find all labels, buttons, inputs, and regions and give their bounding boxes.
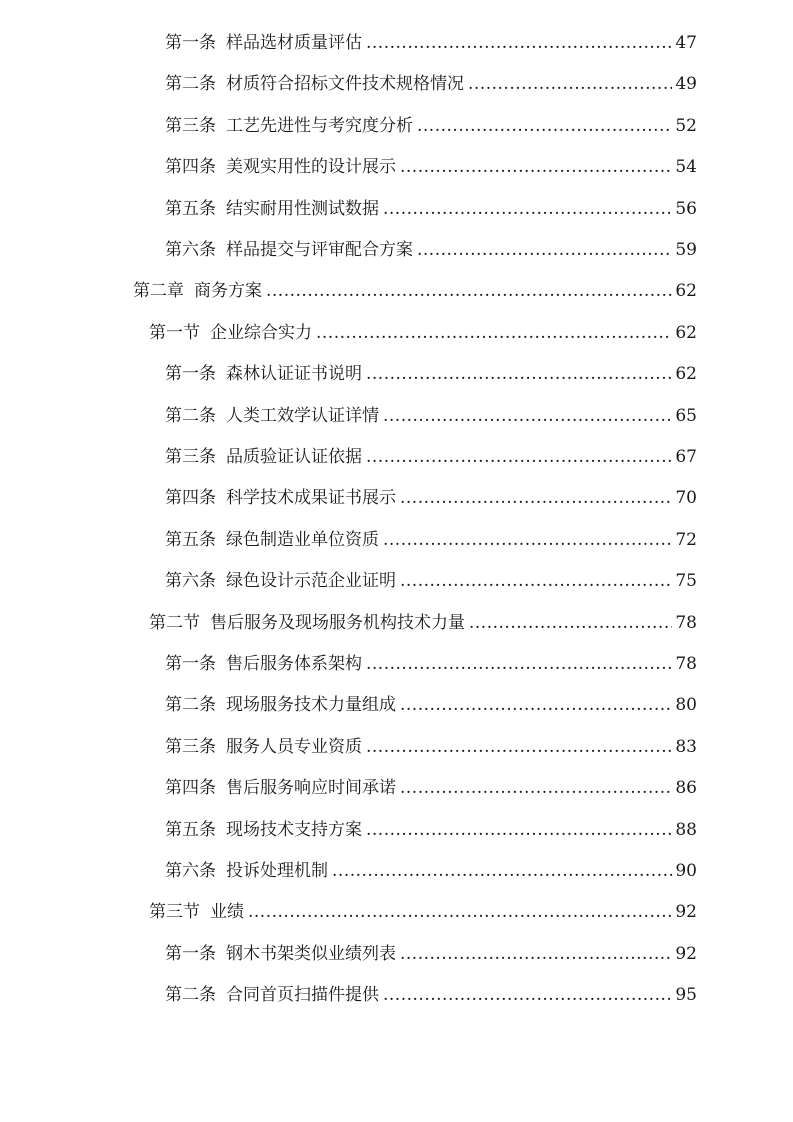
toc-entry-number: 第一条	[165, 33, 216, 53]
toc-entry-number: 第五条	[165, 529, 216, 550]
toc-entry-number: 第五条	[165, 198, 216, 219]
toc-entry-number: 第三条	[165, 447, 216, 467]
toc-entry-page: 54	[675, 157, 697, 178]
toc-entry[interactable]	[165, 403, 697, 429]
toc-entry-page: 47	[675, 33, 697, 53]
toc-entry-number: 第三条	[165, 115, 216, 136]
toc-entry[interactable]	[165, 237, 697, 263]
toc-entry[interactable]	[165, 734, 697, 760]
toc-entry-number: 第一条	[165, 654, 216, 674]
toc-entry[interactable]	[165, 485, 697, 511]
dot-leader	[366, 734, 672, 760]
toc-entry[interactable]	[149, 320, 697, 346]
dot-leader	[366, 444, 672, 470]
toc-entry-title: 服务人员专业资质	[226, 736, 362, 757]
toc-entry-page: 62	[675, 322, 697, 343]
toc-entry[interactable]	[165, 817, 697, 843]
toc-entry-title: 现场技术支持方案	[226, 819, 362, 840]
toc-entry[interactable]	[165, 71, 697, 97]
toc-entry[interactable]	[165, 941, 697, 967]
toc-entry-number: 第六条	[165, 571, 216, 592]
toc-entry-page: 56	[675, 198, 697, 219]
toc-entry-page: 52	[675, 115, 697, 136]
toc-entry-page: 90	[675, 861, 697, 881]
toc-entry-number: 第一条	[165, 943, 216, 964]
toc-entry-page: 67	[675, 447, 697, 467]
toc-entry[interactable]	[165, 361, 697, 387]
toc-entry-number: 第四条	[165, 778, 216, 799]
toc-entry-number: 第五条	[165, 819, 216, 840]
toc-entry-page: 92	[675, 902, 697, 923]
toc-entry-number: 第二条	[165, 74, 216, 95]
toc-entry-page: 65	[675, 405, 697, 426]
toc-entry-title: 售后服务及现场服务机构技术力量	[210, 612, 465, 633]
dot-leader	[366, 361, 672, 387]
toc-entry-title: 绿色制造业单位资质	[226, 529, 379, 550]
toc-entry[interactable]	[165, 113, 697, 139]
toc-entry-title: 森林认证证书说明	[226, 364, 362, 385]
toc-entry-page: 62	[675, 281, 697, 302]
toc-entry-page: 78	[675, 612, 697, 633]
toc-entry-page: 78	[675, 654, 697, 674]
toc-entry-title: 售后服务响应时间承诺	[226, 778, 396, 799]
toc-entry-number: 第四条	[165, 488, 216, 509]
toc-entry-title: 科学技术成果证书展示	[226, 488, 396, 509]
toc-entry[interactable]	[165, 982, 697, 1008]
toc-entry-page: 92	[675, 943, 697, 964]
toc-entry[interactable]	[165, 196, 697, 222]
toc-entry-number: 第三节	[149, 902, 200, 923]
toc-entry-number: 第二条	[165, 405, 216, 426]
toc-entry[interactable]	[165, 692, 697, 718]
toc-entry-page: 86	[675, 778, 697, 799]
toc-entry-title: 合同首页扫描件提供	[226, 985, 379, 1006]
toc-entry-title: 企业综合实力	[210, 322, 312, 343]
toc-entry[interactable]	[165, 651, 697, 677]
toc-entry-page: 72	[675, 529, 697, 550]
toc-entry-number: 第一节	[149, 322, 200, 343]
toc-entry-page: 95	[675, 985, 697, 1006]
dot-leader	[366, 651, 672, 677]
toc-entry-title: 现场服务技术力量组成	[226, 695, 396, 716]
toc-entry-number: 第二节	[149, 612, 200, 633]
toc-entry[interactable]	[165, 858, 697, 884]
toc-entry-page: 83	[675, 736, 697, 757]
toc-entry[interactable]	[165, 527, 697, 553]
dot-leader	[400, 941, 672, 967]
dot-leader	[400, 154, 672, 180]
toc-entry-title: 材质符合招标文件技术规格情况	[226, 74, 464, 95]
toc-entry-number: 第三条	[165, 736, 216, 757]
dot-leader	[400, 485, 672, 511]
dot-leader	[366, 817, 672, 843]
dot-leader	[383, 527, 672, 553]
toc-entry[interactable]	[165, 30, 697, 56]
toc-entry-number: 第六条	[165, 240, 216, 260]
dot-leader	[248, 899, 672, 925]
toc-entry-number: 第二条	[165, 985, 216, 1006]
toc-entry[interactable]	[133, 278, 697, 304]
dot-leader	[366, 30, 672, 56]
toc-entry-page: 49	[675, 74, 697, 95]
dot-leader	[316, 320, 672, 346]
toc-entry-page: 75	[675, 571, 697, 592]
toc-entry-page: 70	[675, 488, 697, 509]
dot-leader	[266, 278, 672, 304]
toc-entry-number: 第二条	[165, 695, 216, 716]
toc-entry-page: 62	[675, 364, 697, 385]
toc-entry-title: 样品选材质量评估	[226, 33, 362, 53]
toc-entry-title: 人类工效学认证详情	[226, 405, 379, 426]
toc-entry-title: 样品提交与评审配合方案	[226, 240, 413, 260]
dot-leader	[400, 775, 672, 801]
toc-entry-page: 59	[675, 240, 697, 260]
toc-entry-title: 投诉处理机制	[226, 861, 328, 881]
toc-entry-number: 第六条	[165, 861, 216, 881]
toc-entry-title: 绿色设计示范企业证明	[226, 571, 396, 592]
toc-entry-number: 第四条	[165, 157, 216, 178]
toc-entry-title: 工艺先进性与考究度分析	[226, 115, 413, 136]
dot-leader	[400, 692, 672, 718]
toc-entry-title: 美观实用性的设计展示	[226, 157, 396, 178]
toc-entry[interactable]	[165, 154, 697, 180]
toc-entry[interactable]	[165, 568, 697, 594]
dot-leader	[469, 610, 672, 636]
toc-entry-number: 第二章	[133, 281, 184, 302]
toc-entry-title: 售后服务体系架构	[226, 654, 362, 674]
toc-entry[interactable]	[149, 899, 697, 925]
toc-entry-title: 商务方案	[194, 281, 262, 302]
toc-entry[interactable]	[165, 444, 697, 470]
dot-leader	[400, 568, 672, 594]
dot-leader	[383, 196, 672, 222]
toc-entry-page: 88	[675, 819, 697, 840]
toc-entry-number: 第一条	[165, 364, 216, 385]
toc-entry-title: 业绩	[210, 902, 244, 923]
toc-entry-title: 钢木书架类似业绩列表	[226, 943, 396, 964]
toc-entry-title: 结实耐用性测试数据	[226, 198, 379, 219]
toc-entry[interactable]	[165, 775, 697, 801]
dot-leader	[383, 403, 672, 429]
dot-leader	[383, 982, 672, 1008]
toc-entry[interactable]	[149, 610, 697, 636]
dot-leader	[417, 237, 672, 263]
dot-leader	[332, 858, 672, 884]
toc-entry-page: 80	[675, 695, 697, 716]
dot-leader	[468, 71, 672, 97]
toc-entry-title: 品质验证认证依据	[226, 447, 362, 467]
dot-leader	[417, 113, 672, 139]
